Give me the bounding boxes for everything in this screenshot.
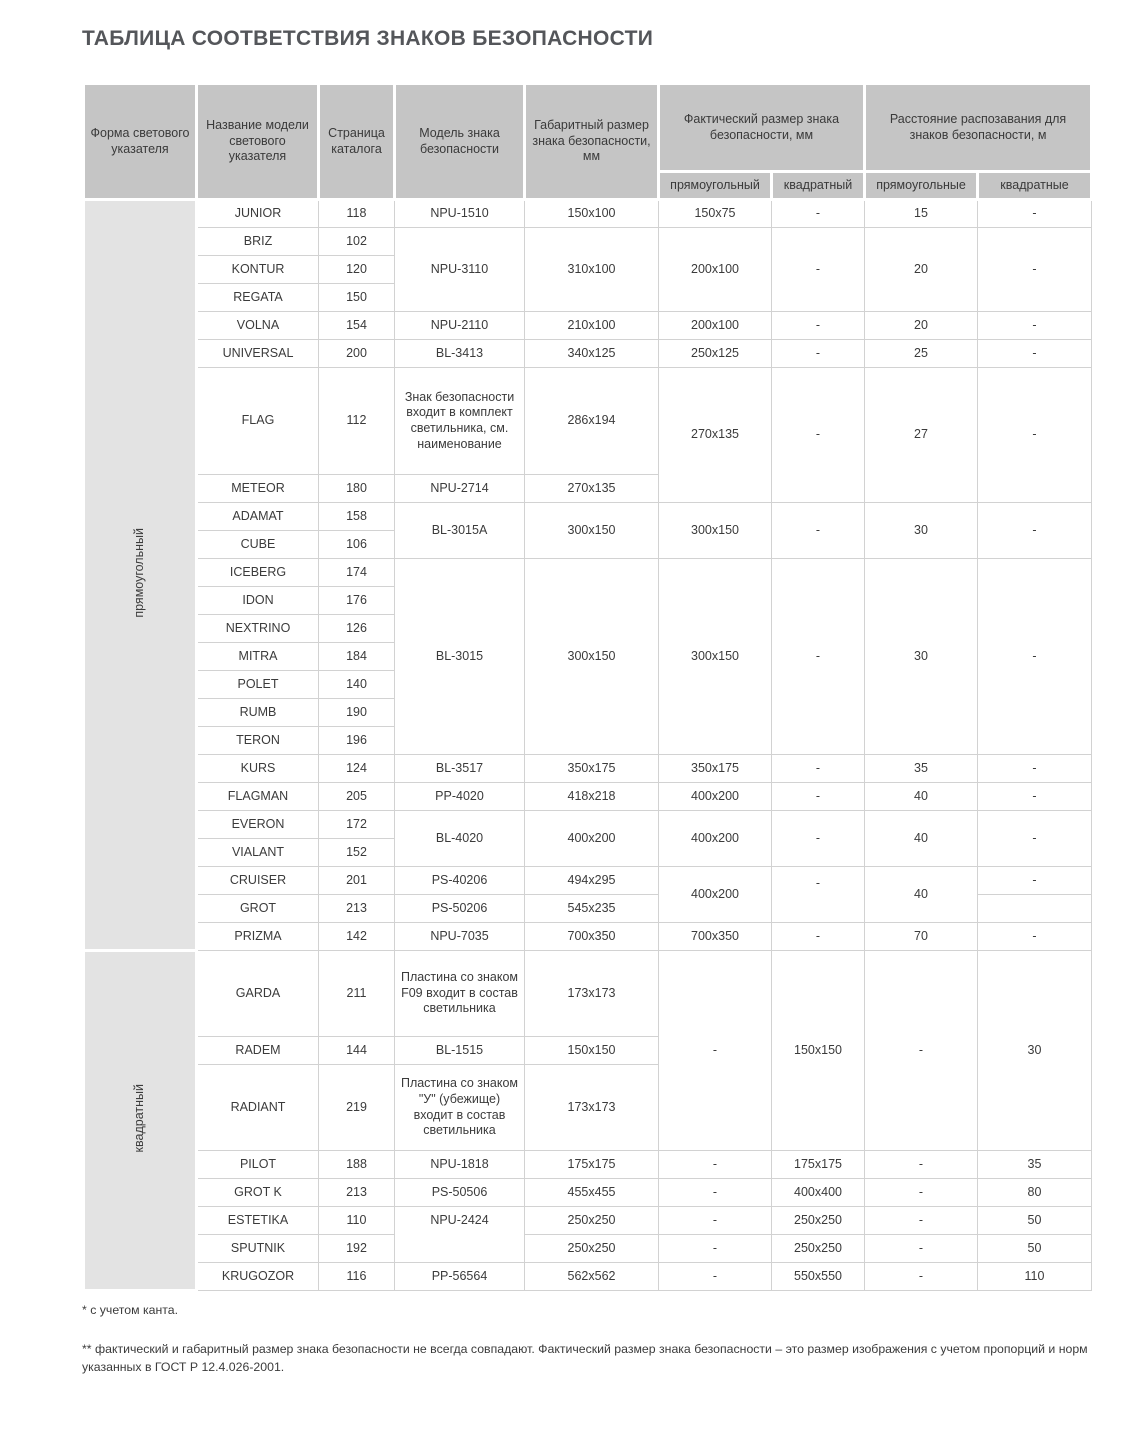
- cell-model-name: CRUISER: [197, 867, 319, 895]
- cell-actual-rect: -: [659, 1207, 772, 1235]
- cell-actual-rect: -: [659, 1235, 772, 1263]
- table-row: [84, 783, 1092, 811]
- cell-dist-rect: 25: [865, 340, 978, 368]
- table-row: [84, 867, 1092, 895]
- cell-actual-rect: -: [659, 1263, 772, 1291]
- table-row: [84, 200, 1092, 228]
- cell-dist-square: -: [978, 503, 1092, 559]
- cell-page: 124: [319, 755, 395, 783]
- cell-sign-model: Пластина со знаком "У" (убежище) входит в состав светильника: [395, 1065, 525, 1151]
- col-header-actual-rect: прямоугольный: [659, 172, 772, 200]
- cell-actual-square: -: [772, 200, 865, 228]
- col-header-dist-rect: прямоугольные: [865, 172, 978, 200]
- cell-sign-model: NPU-1818: [395, 1151, 525, 1179]
- table-row: [84, 811, 1092, 839]
- cell-overall-size: 250x250: [525, 1207, 659, 1235]
- cell-dist-square: -: [978, 811, 1092, 867]
- cell-dist-rect: -: [865, 1263, 978, 1291]
- cell-overall-size: 173x173: [525, 1065, 659, 1151]
- cell-model-name: POLET: [197, 671, 319, 699]
- cell-page: 213: [319, 895, 395, 923]
- footnote-gost: ** фактический и габаритный размер знака безопасности не всегда совпадают. Фактический размер знака безопасности – это размер изображения с учетом пропорций и норм указанных в ГОСТ Р 12.4.026-2001.: [82, 1341, 1088, 1374]
- cell-dist-rect: 20: [865, 228, 978, 312]
- cell-actual-rect: 270x135: [659, 368, 772, 503]
- cell-page: 172: [319, 811, 395, 839]
- cell-sign-model: BL-3015A: [395, 503, 525, 559]
- cell-dist-rect: 27: [865, 368, 978, 503]
- cell-overall-size: 210x100: [525, 312, 659, 340]
- cell-sign-model: BL-3413: [395, 340, 525, 368]
- cell-sign-model: Пластина со знаком F09 входит в состав светильника: [395, 951, 525, 1037]
- cell-actual-square: -: [772, 503, 865, 559]
- cell-model-name: ESTETIKA: [197, 1207, 319, 1235]
- cell-actual-rect: 200x100: [659, 312, 772, 340]
- cell-model-name: KRUGOZOR: [197, 1263, 319, 1291]
- cell-page: 174: [319, 559, 395, 587]
- col-header-model-name: Название модели светового указателя: [197, 84, 319, 200]
- cell-actual-rect: -: [659, 951, 772, 1151]
- cell-actual-square: 400x400: [772, 1179, 865, 1207]
- cell-dist-square: 50: [978, 1207, 1092, 1235]
- table-row: [84, 1207, 1092, 1235]
- cell-overall-size: 300x150: [525, 503, 659, 559]
- cell-page: 180: [319, 475, 395, 503]
- cell-model-name: MITRA: [197, 643, 319, 671]
- cell-dist-rect: -: [865, 1207, 978, 1235]
- col-header-dist-square: квадратные: [978, 172, 1092, 200]
- cell-page: 213: [319, 1179, 395, 1207]
- cell-actual-square: 150x150: [772, 951, 865, 1151]
- cell-model-name: VOLNA: [197, 312, 319, 340]
- cell-model-name: ICEBERG: [197, 559, 319, 587]
- cell-page: 140: [319, 671, 395, 699]
- cell-overall-size: 150x150: [525, 1037, 659, 1065]
- cell-dist-square: -: [978, 923, 1092, 951]
- cell-model-name: RADIANT: [197, 1065, 319, 1151]
- cell-dist-square: 30: [978, 951, 1092, 1151]
- cell-actual-square: 250x250: [772, 1207, 865, 1235]
- cell-model-name: GROT: [197, 895, 319, 923]
- safety-signs-table: [82, 82, 1093, 1292]
- cell-page: 118: [319, 200, 395, 228]
- cell-sign-model: BL-3015: [395, 559, 525, 755]
- cell-overall-size: 310x100: [525, 228, 659, 312]
- cell-overall-size: 562x562: [525, 1263, 659, 1291]
- cell-dist-square: [978, 895, 1092, 923]
- cell-page: 192: [319, 1235, 395, 1263]
- cell-page: 152: [319, 839, 395, 867]
- cell-overall-size: 340x125: [525, 340, 659, 368]
- cell-page: 112: [319, 368, 395, 475]
- cell-sign-model: NPU-3110: [395, 228, 525, 312]
- cell-overall-size: 173x173: [525, 951, 659, 1037]
- cell-model-name: BRIZ: [197, 228, 319, 256]
- cell-actual-rect: 300x150: [659, 559, 772, 755]
- cell-actual-square: -: [772, 811, 865, 867]
- cell-actual-rect: 400x200: [659, 811, 772, 867]
- cell-model-name: PRIZMA: [197, 923, 319, 951]
- cell-model-name: FLAG: [197, 368, 319, 475]
- col-header-actual-size: Фактический размер знака безопасности, мм: [659, 84, 865, 172]
- cell-model-name: ADAMAT: [197, 503, 319, 531]
- cell-overall-size: 400x200: [525, 811, 659, 867]
- cell-page: 190: [319, 699, 395, 727]
- cell-sign-model: NPU-7035: [395, 923, 525, 951]
- cell-sign-model: PP-56564: [395, 1263, 525, 1291]
- cell-actual-square: -: [772, 228, 865, 312]
- cell-page: 188: [319, 1151, 395, 1179]
- cell-model-name: KONTUR: [197, 256, 319, 284]
- col-header-actual-square: квадратный: [772, 172, 865, 200]
- cell-actual-rect: 350x175: [659, 755, 772, 783]
- cell-dist-rect: 20: [865, 312, 978, 340]
- table-row: [84, 559, 1092, 587]
- cell-sign-model: BL-3517: [395, 755, 525, 783]
- col-header-distance: Расстояние распозавания для знаков безопасности, м: [865, 84, 1092, 172]
- table-row: [84, 755, 1092, 783]
- cell-page: 200: [319, 340, 395, 368]
- cell-actual-rect: 700x350: [659, 923, 772, 951]
- shape-section-label-text: квадратный: [132, 1083, 147, 1153]
- cell-dist-square: -: [978, 867, 1092, 895]
- cell-dist-rect: 70: [865, 923, 978, 951]
- cell-overall-size: 270x135: [525, 475, 659, 503]
- cell-model-name: VIALANT: [197, 839, 319, 867]
- cell-dist-square: -: [978, 783, 1092, 811]
- table-row: [84, 1151, 1092, 1179]
- cell-dist-rect: 30: [865, 503, 978, 559]
- footnote-kant: * с учетом канта.: [82, 1303, 178, 1317]
- cell-dist-square: -: [978, 228, 1092, 312]
- cell-sign-model: BL-4020: [395, 811, 525, 867]
- table-row: [84, 1235, 1092, 1263]
- cell-page: 116: [319, 1263, 395, 1291]
- cell-page: 158: [319, 503, 395, 531]
- table-row: [84, 951, 1092, 1037]
- cell-dist-square: 50: [978, 1235, 1092, 1263]
- cell-model-name: SPUTNIK: [197, 1235, 319, 1263]
- cell-overall-size: 175x175: [525, 1151, 659, 1179]
- footnotes: [82, 1302, 1118, 1397]
- cell-dist-square: 35: [978, 1151, 1092, 1179]
- cell-dist-rect: 30: [865, 559, 978, 755]
- table-row: [84, 312, 1092, 340]
- cell-page: 106: [319, 531, 395, 559]
- cell-overall-size: 250x250: [525, 1235, 659, 1263]
- cell-model-name: GROT K: [197, 1179, 319, 1207]
- cell-actual-rect: 150x75: [659, 200, 772, 228]
- cell-sign-model: PS-50506: [395, 1179, 525, 1207]
- cell-actual-rect: 400x200: [659, 867, 772, 923]
- cell-page: 176: [319, 587, 395, 615]
- cell-dist-rect: -: [865, 1151, 978, 1179]
- cell-model-name: METEOR: [197, 475, 319, 503]
- cell-sign-model: NPU-2110: [395, 312, 525, 340]
- cell-dist-rect: 40: [865, 867, 978, 923]
- table-row: [84, 1179, 1092, 1207]
- col-header-sign-model: Модель знака безопасности: [395, 84, 525, 200]
- cell-dist-square: 80: [978, 1179, 1092, 1207]
- cell-overall-size: 455x455: [525, 1179, 659, 1207]
- cell-actual-square: -: [772, 340, 865, 368]
- cell-model-name: IDON: [197, 587, 319, 615]
- cell-page: 144: [319, 1037, 395, 1065]
- cell-dist-square: -: [978, 200, 1092, 228]
- shape-section-label: [84, 951, 197, 1291]
- cell-dist-rect: -: [865, 1235, 978, 1263]
- cell-dist-square: -: [978, 755, 1092, 783]
- cell-sign-model: Знак безопасности входит в комплект светильника, см. наименование: [395, 368, 525, 475]
- cell-sign-model: PS-50206: [395, 895, 525, 923]
- table-row: [84, 368, 1092, 475]
- cell-actual-rect: 200x100: [659, 228, 772, 312]
- cell-actual-square: -: [772, 368, 865, 503]
- cell-page: 110: [319, 1207, 395, 1235]
- cell-sign-model: NPU-2714: [395, 475, 525, 503]
- cell-model-name: RADEM: [197, 1037, 319, 1065]
- cell-page: 211: [319, 951, 395, 1037]
- cell-overall-size: 350x175: [525, 755, 659, 783]
- cell-page: 219: [319, 1065, 395, 1151]
- cell-model-name: PILOT: [197, 1151, 319, 1179]
- cell-dist-rect: -: [865, 1179, 978, 1207]
- cell-sign-model: PP-4020: [395, 783, 525, 811]
- table-row: [84, 340, 1092, 368]
- cell-overall-size: 150x100: [525, 200, 659, 228]
- cell-actual-square: -: [772, 755, 865, 783]
- cell-actual-square: 550x550: [772, 1263, 865, 1291]
- cell-dist-rect: 40: [865, 811, 978, 867]
- cell-dist-square: -: [978, 340, 1092, 368]
- cell-model-name: TERON: [197, 727, 319, 755]
- cell-model-name: UNIVERSAL: [197, 340, 319, 368]
- cell-model-name: NEXTRINO: [197, 615, 319, 643]
- cell-model-name: CUBE: [197, 531, 319, 559]
- shape-section-label-text: прямоугольный: [132, 527, 147, 618]
- table-row: [84, 503, 1092, 531]
- cell-model-name: REGATA: [197, 284, 319, 312]
- cell-page: 184: [319, 643, 395, 671]
- cell-actual-square: -: [772, 559, 865, 755]
- cell-actual-square: 175x175: [772, 1151, 865, 1179]
- cell-model-name: EVERON: [197, 811, 319, 839]
- cell-overall-size: 286x194: [525, 368, 659, 475]
- cell-page: 201: [319, 867, 395, 895]
- cell-page: 150: [319, 284, 395, 312]
- cell-page: 142: [319, 923, 395, 951]
- cell-dist-rect: 15: [865, 200, 978, 228]
- cell-dist-square: -: [978, 368, 1092, 503]
- cell-page: 196: [319, 727, 395, 755]
- cell-dist-rect: -: [865, 951, 978, 1151]
- cell-model-name: KURS: [197, 755, 319, 783]
- cell-actual-square: -: [772, 867, 865, 923]
- cell-actual-rect: 300x150: [659, 503, 772, 559]
- cell-overall-size: 545x235: [525, 895, 659, 923]
- cell-actual-square: -: [772, 783, 865, 811]
- cell-dist-square: -: [978, 312, 1092, 340]
- cell-actual-rect: 250x125: [659, 340, 772, 368]
- cell-model-name: FLAGMAN: [197, 783, 319, 811]
- cell-sign-model: NPU-1510: [395, 200, 525, 228]
- cell-model-name: GARDA: [197, 951, 319, 1037]
- cell-dist-square: -: [978, 559, 1092, 755]
- cell-sign-model: PS-40206: [395, 867, 525, 895]
- cell-dist-rect: 35: [865, 755, 978, 783]
- cell-dist-rect: 40: [865, 783, 978, 811]
- table-row: [84, 1263, 1092, 1291]
- cell-actual-square: -: [772, 312, 865, 340]
- col-header-shape: Форма светового указателя: [84, 84, 197, 200]
- header-row-main: [84, 84, 1092, 172]
- col-header-overall-size: Габаритный размер знака безопасности, мм: [525, 84, 659, 200]
- cell-page: 205: [319, 783, 395, 811]
- cell-actual-rect: -: [659, 1151, 772, 1179]
- cell-overall-size: 300x150: [525, 559, 659, 755]
- cell-sign-model: NPU-2424: [395, 1207, 525, 1263]
- cell-page: 154: [319, 312, 395, 340]
- page-title: ТАБЛИЦА СООТВЕТСТВИЯ ЗНАКОВ БЕЗОПАСНОСТИ: [82, 27, 654, 50]
- table-row: [84, 923, 1092, 951]
- cell-actual-rect: 400x200: [659, 783, 772, 811]
- cell-sign-model: BL-1515: [395, 1037, 525, 1065]
- cell-actual-square: 250x250: [772, 1235, 865, 1263]
- cell-overall-size: 494x295: [525, 867, 659, 895]
- cell-model-name: JUNIOR: [197, 200, 319, 228]
- col-header-catalog-page: Страница каталога: [319, 84, 395, 200]
- cell-actual-rect: -: [659, 1179, 772, 1207]
- cell-overall-size: 700x350: [525, 923, 659, 951]
- table-row: [84, 228, 1092, 256]
- cell-page: 126: [319, 615, 395, 643]
- cell-page: 102: [319, 228, 395, 256]
- cell-overall-size: 418x218: [525, 783, 659, 811]
- cell-dist-square: 110: [978, 1263, 1092, 1291]
- cell-model-name: RUMB: [197, 699, 319, 727]
- shape-section-label: [84, 200, 197, 951]
- cell-actual-square: -: [772, 923, 865, 951]
- cell-page: 120: [319, 256, 395, 284]
